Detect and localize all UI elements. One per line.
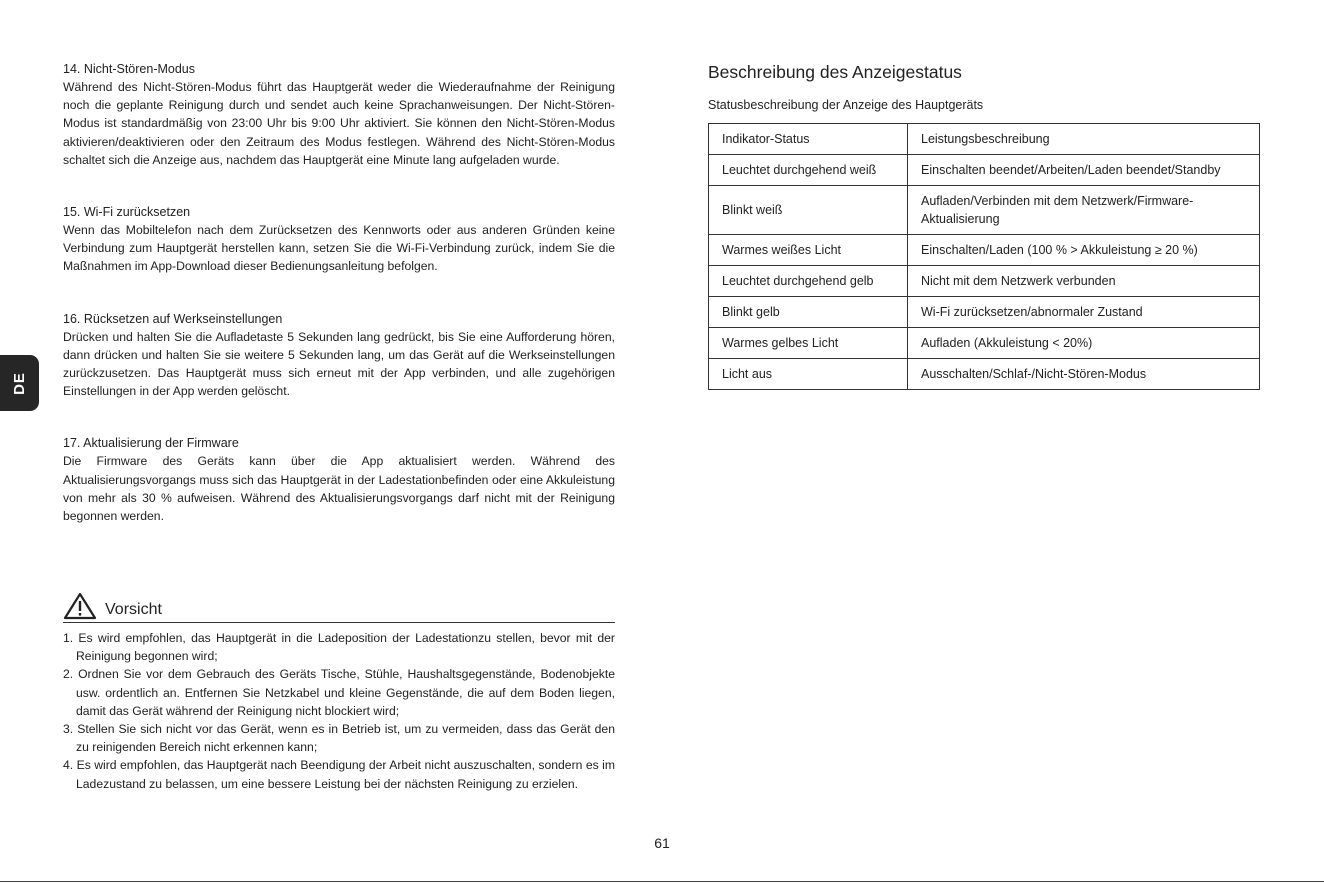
table-header-row <box>709 124 1260 155</box>
caution-item: 1. Es wird empfohlen, das Hauptgerät in die Ladeposition der Ladestationzu stellen, bevor mit der Reinigung begonnen wird; <box>63 631 615 664</box>
page-number: 61 <box>654 835 670 851</box>
section-title: 15. Wi-Fi zurücksetzen <box>63 205 191 220</box>
status-title: Beschreibung des Anzeigestatus <box>708 62 962 82</box>
description-cell: Nicht mit dem Netzwerk verbunden <box>908 266 1260 297</box>
language-label: DE <box>11 371 28 395</box>
status-table <box>708 123 1260 390</box>
indicator-cell: Licht aus <box>709 359 908 390</box>
section-title: 17. Aktualisierung der Firmware <box>63 436 239 451</box>
language-tab <box>0 355 39 411</box>
indicator-cell: Warmes weißes Licht <box>709 235 908 266</box>
header-cell: Indikator-Status <box>709 124 908 155</box>
description-cell: Aufladen/Verbinden mit dem Netzwerk/Firmware-Aktualisierung <box>908 186 1260 235</box>
caution-header <box>63 586 615 623</box>
description-cell: Wi-Fi zurücksetzen/abnormaler Zustand <box>908 297 1260 328</box>
section-title: 14. Nicht-Stören-Modus <box>63 62 196 76</box>
section-wifi-reset <box>63 203 615 276</box>
section-do-not-disturb <box>63 60 615 169</box>
header-cell: Leistungsbeschreibung <box>908 124 1260 155</box>
warning-triangle-icon <box>63 592 97 620</box>
status-column <box>708 60 1260 390</box>
indicator-cell: Blinkt gelb <box>709 297 908 328</box>
table-row <box>709 359 1260 390</box>
instructions-column <box>63 60 615 525</box>
description-cell: Einschalten beendet/Arbeiten/Laden beendet/Standby <box>908 155 1260 186</box>
section-body: Während des Nicht-Stören-Modus führt das Hauptgerät weder die Wiederaufnahme der Reinigung noch die geplante Reinigung durch und sendet auch keine Sprachanweisungen. Der Nicht-Stören-Modus ist standardmäßig von 23:00 Uhr bis 9:00 Uhr aktiviert. Sie können den Nicht-Stören-Modus aktivieren/deaktivieren oder den Zeitraum des Modus festlegen. Während des Nicht-Stören-Modus schaltet sich die Anzeige aus, nachdem das Hauptgerät eine Minute lang aufgeladen wurde. <box>63 80 615 167</box>
section-body: Wenn das Mobiltelefon nach dem Zurücksetzen des Kennworts oder aus anderen Gründen keine Verbindung zum Hauptgerät herstellen kann, setzen Sie die Wi-Fi-Verbindung zurück, indem Sie die Maßnahmen im App-Download dieser Bedienungsanleitung befolgen. <box>63 223 615 274</box>
description-cell: Einschalten/Laden (100 % > Akkuleistung ≥ 20 %) <box>908 235 1260 266</box>
description-cell: Ausschalten/Schlaf-/Nicht-Stören-Modus <box>908 359 1260 390</box>
section-body: Drücken und halten Sie die Aufladetaste 5 Sekunden lang gedrückt, bis Sie eine Aufforderung hören, dann drücken und halten Sie sie weitere 5 Sekunden lang, um das Gerät auf die Werkseinstellungen zurückzusetzen. Das Hauptgerät muss sich erneut mit der App verbinden, und alle zugehörigen Einstellungen in der App werden gelöscht. <box>63 329 615 399</box>
footer-divider <box>0 881 1324 882</box>
table-row <box>709 266 1260 297</box>
caution-item: 2. Ordnen Sie vor dem Gebrauch des Geräts Tische, Stühle, Haushaltsgegenstände, Bodenobjekte usw. ordentlich an. Entfernen Sie Netzkabel und kleine Gegenstände, die auf dem Boden liegen, damit das Gerät während der Reinigung nicht blockiert wird; <box>63 667 615 718</box>
table-row <box>709 328 1260 359</box>
section-factory-reset <box>63 310 615 401</box>
caution-box <box>63 586 615 793</box>
table-row <box>709 155 1260 186</box>
table-row <box>709 297 1260 328</box>
section-body: Die Firmware des Geräts kann über die App aktualisiert werden. Während des Aktualisierungsvorgangs muss sich das Hauptgerät in der Ladestationbefinden oder eine Akkuleistung von mehr als 30 % aufweisen. Während des Aktualisierungsvorgangs darf nicht mit der Reinigung begonnen werden. <box>63 454 615 524</box>
indicator-cell: Leuchtet durchgehend weiß <box>709 155 908 186</box>
indicator-cell: Warmes gelbes Licht <box>709 328 908 359</box>
caution-list <box>63 629 615 793</box>
description-cell: Aufladen (Akkuleistung < 20%) <box>908 328 1260 359</box>
section-title: 16. Rücksetzen auf Werkseinstellungen <box>63 311 283 326</box>
caution-item: 4. Es wird empfohlen, das Hauptgerät nach Beendigung der Arbeit nicht auszuschalten, sondern es im Ladezustand zu belassen, um eine bessere Leistung bei der nächsten Reinigung zu erzielen. <box>63 758 615 791</box>
status-subtitle: Statusbeschreibung der Anzeige des Hauptgeräts <box>708 98 984 112</box>
caution-title: Vorsicht <box>105 601 162 618</box>
section-firmware-update <box>63 434 615 525</box>
indicator-cell: Blinkt weiß <box>709 186 908 235</box>
caution-item: 3. Stellen Sie sich nicht vor das Gerät, wenn es in Betrieb ist, um zu vermeiden, dass das Gerät den zu reinigenden Bereich nicht erkennen kann; <box>63 722 615 755</box>
indicator-cell: Leuchtet durchgehend gelb <box>709 266 908 297</box>
table-row <box>709 186 1260 235</box>
table-row <box>709 235 1260 266</box>
